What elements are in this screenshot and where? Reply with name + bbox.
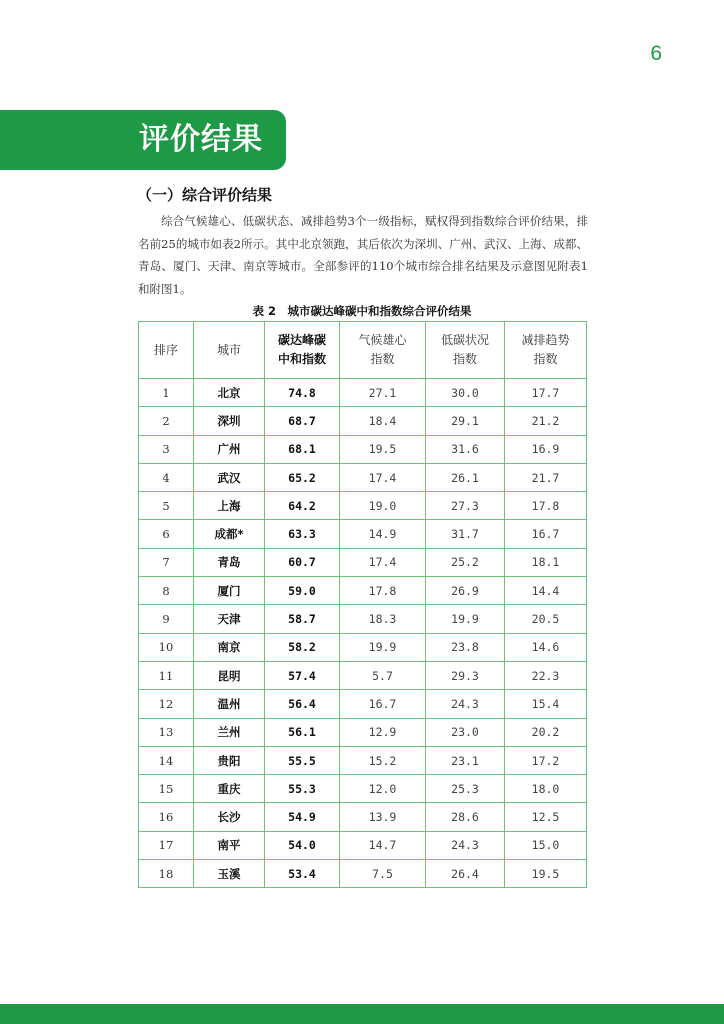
trend-cell: 14.4: [505, 577, 587, 605]
status-cell: 31.7: [426, 520, 505, 548]
header-ambition: 气候雄心 指数: [340, 322, 426, 379]
table-row: [139, 520, 587, 548]
ambition-cell: 5.7: [340, 661, 426, 689]
trend-cell: 12.5: [505, 803, 587, 831]
status-cell: 26.4: [426, 860, 505, 888]
ambition-cell: 18.4: [340, 407, 426, 435]
index-cell: 57.4: [265, 661, 340, 689]
rank-cell: 14: [139, 746, 194, 774]
rank-cell: 7: [139, 548, 194, 576]
table-row: [139, 661, 587, 689]
trend-cell: 21.7: [505, 463, 587, 491]
ambition-cell: 7.5: [340, 860, 426, 888]
city-cell: 玉溪: [194, 860, 265, 888]
city-cell: 武汉: [194, 463, 265, 491]
index-cell: 56.1: [265, 718, 340, 746]
header-trend: 减排趋势 指数: [505, 322, 587, 379]
ambition-cell: 17.4: [340, 463, 426, 491]
index-cell: 56.4: [265, 690, 340, 718]
status-cell: 23.8: [426, 633, 505, 661]
rank-cell: 6: [139, 520, 194, 548]
status-cell: 24.3: [426, 831, 505, 859]
table-header-row: [139, 322, 587, 379]
index-cell: 64.2: [265, 492, 340, 520]
trend-cell: 20.2: [505, 718, 587, 746]
city-cell: 广州: [194, 435, 265, 463]
rank-cell: 9: [139, 605, 194, 633]
table-row: [139, 633, 587, 661]
city-cell: 南平: [194, 831, 265, 859]
index-cell: 54.0: [265, 831, 340, 859]
sub-heading: （一）综合评价结果: [137, 186, 273, 204]
ambition-cell: 17.4: [340, 548, 426, 576]
page-number: 6: [650, 42, 662, 65]
index-cell: 55.5: [265, 746, 340, 774]
ambition-cell: 12.0: [340, 775, 426, 803]
rank-cell: 3: [139, 435, 194, 463]
status-cell: 25.3: [426, 775, 505, 803]
ambition-cell: 18.3: [340, 605, 426, 633]
trend-cell: 19.5: [505, 860, 587, 888]
table-caption: 表 2 城市碳达峰碳中和指数综合评价结果: [252, 304, 472, 318]
trend-cell: 14.6: [505, 633, 587, 661]
rank-cell: 11: [139, 661, 194, 689]
trend-cell: 17.2: [505, 746, 587, 774]
status-cell: 25.2: [426, 548, 505, 576]
table-row: [139, 577, 587, 605]
index-cell: 55.3: [265, 775, 340, 803]
city-cell: 兰州: [194, 718, 265, 746]
results-table: [138, 321, 587, 888]
trend-cell: 15.4: [505, 690, 587, 718]
status-cell: 24.3: [426, 690, 505, 718]
table-row: [139, 407, 587, 435]
rank-cell: 13: [139, 718, 194, 746]
ambition-cell: 27.1: [340, 379, 426, 407]
table-row: [139, 775, 587, 803]
status-cell: 27.3: [426, 492, 505, 520]
city-cell: 成都*: [194, 520, 265, 548]
trend-cell: 21.2: [505, 407, 587, 435]
ambition-cell: 19.0: [340, 492, 426, 520]
table-row: [139, 831, 587, 859]
rank-cell: 15: [139, 775, 194, 803]
city-cell: 天津: [194, 605, 265, 633]
table-row: [139, 860, 587, 888]
status-cell: 30.0: [426, 379, 505, 407]
city-cell: 长沙: [194, 803, 265, 831]
trend-cell: 20.5: [505, 605, 587, 633]
rank-cell: 8: [139, 577, 194, 605]
trend-cell: 16.9: [505, 435, 587, 463]
trend-cell: 15.0: [505, 831, 587, 859]
status-cell: 31.6: [426, 435, 505, 463]
index-cell: 60.7: [265, 548, 340, 576]
table-row: [139, 379, 587, 407]
rank-cell: 12: [139, 690, 194, 718]
index-cell: 63.3: [265, 520, 340, 548]
city-cell: 昆明: [194, 661, 265, 689]
table-row: [139, 548, 587, 576]
table-row: [139, 746, 587, 774]
trend-cell: 17.7: [505, 379, 587, 407]
table-row: [139, 492, 587, 520]
header-index: 碳达峰碳 中和指数: [265, 322, 340, 379]
index-cell: 68.1: [265, 435, 340, 463]
table-body: [139, 379, 587, 888]
header-status: 低碳状况 指数: [426, 322, 505, 379]
section-title: 评价结果: [139, 122, 263, 157]
status-cell: 23.0: [426, 718, 505, 746]
rank-cell: 10: [139, 633, 194, 661]
table-row: [139, 463, 587, 491]
index-cell: 74.8: [265, 379, 340, 407]
city-cell: 青岛: [194, 548, 265, 576]
status-cell: 26.1: [426, 463, 505, 491]
footer-bar: [0, 1004, 724, 1024]
ambition-cell: 19.5: [340, 435, 426, 463]
trend-cell: 18.1: [505, 548, 587, 576]
status-cell: 29.1: [426, 407, 505, 435]
trend-cell: 16.7: [505, 520, 587, 548]
trend-cell: 18.0: [505, 775, 587, 803]
city-cell: 厦门: [194, 577, 265, 605]
table-row: [139, 718, 587, 746]
city-cell: 温州: [194, 690, 265, 718]
trend-cell: 17.8: [505, 492, 587, 520]
rank-cell: 1: [139, 379, 194, 407]
index-cell: 58.2: [265, 633, 340, 661]
index-cell: 59.0: [265, 577, 340, 605]
rank-cell: 4: [139, 463, 194, 491]
intro-paragraph: 综合气候雄心、低碳状态、减排趋势3个一级指标，赋权得到指数综合评价结果，排名前25的城市如表2所示。其中北京领跑，其后依次为深圳、广州、武汉、上海、成都、青岛、厦门、天津、南京等城市。全部参评的110个城市综合排名结果及示意图见附表1和附图1。: [138, 214, 588, 296]
header-rank: 排序: [139, 322, 194, 379]
index-cell: 53.4: [265, 860, 340, 888]
city-cell: 上海: [194, 492, 265, 520]
status-cell: 26.9: [426, 577, 505, 605]
trend-cell: 22.3: [505, 661, 587, 689]
rank-cell: 5: [139, 492, 194, 520]
city-cell: 重庆: [194, 775, 265, 803]
status-cell: 28.6: [426, 803, 505, 831]
table-row: [139, 435, 587, 463]
ambition-cell: 13.9: [340, 803, 426, 831]
ambition-cell: 17.8: [340, 577, 426, 605]
status-cell: 23.1: [426, 746, 505, 774]
rank-cell: 18: [139, 860, 194, 888]
rank-cell: 2: [139, 407, 194, 435]
status-cell: 29.3: [426, 661, 505, 689]
index-cell: 65.2: [265, 463, 340, 491]
status-cell: 19.9: [426, 605, 505, 633]
ambition-cell: 16.7: [340, 690, 426, 718]
index-cell: 68.7: [265, 407, 340, 435]
city-cell: 南京: [194, 633, 265, 661]
table-row: [139, 803, 587, 831]
city-cell: 贵阳: [194, 746, 265, 774]
rank-cell: 17: [139, 831, 194, 859]
index-cell: 54.9: [265, 803, 340, 831]
city-cell: 北京: [194, 379, 265, 407]
header-city: 城市: [194, 322, 265, 379]
index-cell: 58.7: [265, 605, 340, 633]
ambition-cell: 14.9: [340, 520, 426, 548]
ambition-cell: 14.7: [340, 831, 426, 859]
ambition-cell: 12.9: [340, 718, 426, 746]
ambition-cell: 19.9: [340, 633, 426, 661]
rank-cell: 16: [139, 803, 194, 831]
table-row: [139, 690, 587, 718]
table-row: [139, 605, 587, 633]
city-cell: 深圳: [194, 407, 265, 435]
ambition-cell: 15.2: [340, 746, 426, 774]
